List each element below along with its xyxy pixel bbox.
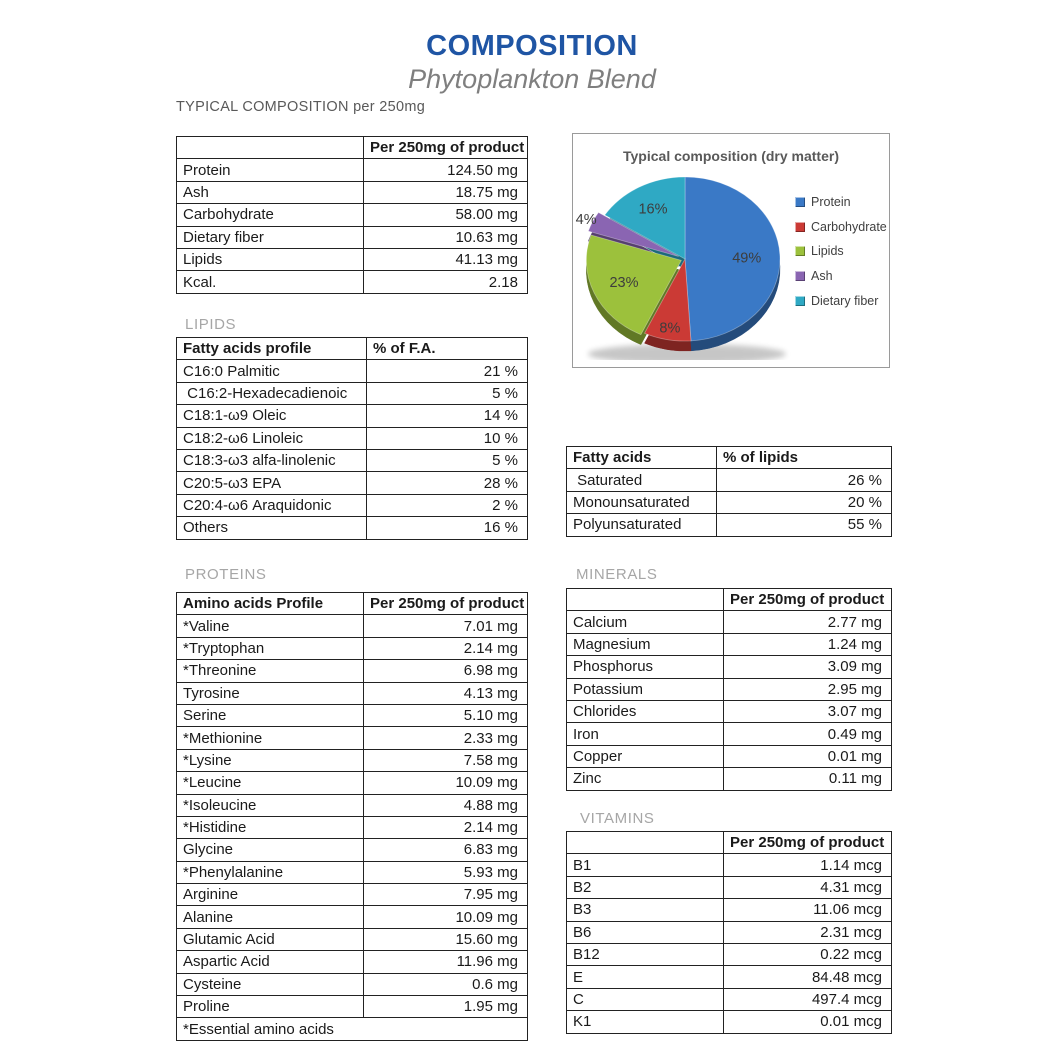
legend-item-Carbohydrate (795, 215, 887, 240)
table-row (567, 633, 892, 655)
legend-item-Ash (795, 264, 887, 289)
row-label: Polyunsaturated (567, 514, 717, 536)
row-value: 21 % (367, 360, 528, 382)
row-label: Zinc (567, 768, 724, 790)
row-value: 16 % (367, 517, 528, 539)
typical-composition-label: TYPICAL COMPOSITION per 250mg (176, 99, 426, 115)
row-value: 3.09 mg (724, 656, 892, 678)
table-row (567, 745, 892, 767)
row-value: 3.07 mg (724, 700, 892, 722)
row-value: 4.88 mg (364, 794, 528, 816)
header-row (177, 593, 528, 615)
row-label: C18:3-ω3 alfa-linolenic (177, 449, 367, 471)
footer-note: *Essential amino acids (177, 1018, 528, 1040)
header-row (177, 137, 528, 159)
table-row (177, 517, 528, 539)
table-row (177, 906, 528, 928)
column-header-value: Per 250mg of product (724, 832, 892, 854)
row-label: Others (177, 517, 367, 539)
row-value: 14 % (367, 405, 528, 427)
table-row (567, 656, 892, 678)
row-label: B1 (567, 854, 724, 876)
row-label: Carbohydrate (177, 204, 364, 226)
legend-label: Dietary fiber (811, 293, 879, 308)
pie-label-Carbohydrate: 8% (659, 320, 681, 337)
row-value: 2.77 mg (724, 611, 892, 633)
row-label: Arginine (177, 884, 364, 906)
table-row (567, 469, 892, 491)
section-label-minerals: MINERALS (576, 566, 658, 583)
table-row (177, 816, 528, 838)
table-row (567, 921, 892, 943)
row-label: B12 (567, 943, 724, 965)
legend-swatch-icon (795, 222, 805, 232)
header-row (567, 589, 892, 611)
table-row (567, 966, 892, 988)
row-label: Aspartic Acid (177, 951, 364, 973)
row-label: Tyrosine (177, 682, 364, 704)
table-row (567, 876, 892, 898)
table-row (177, 494, 528, 516)
table-row (177, 204, 528, 226)
page-subtitle: Phytoplankton Blend (408, 64, 656, 94)
table-row (567, 854, 892, 876)
pie-label-Dietary fiber: 16% (638, 201, 668, 218)
row-value: 2.31 mcg (724, 921, 892, 943)
row-label: C20:4-ω6 Araquidonic (177, 494, 367, 516)
proteins-table (176, 592, 528, 1041)
chart-title: Typical composition (dry matter) (623, 148, 839, 164)
row-label: B2 (567, 876, 724, 898)
page-title: COMPOSITION (426, 30, 638, 62)
row-label: Magnesium (567, 633, 724, 655)
table-row (177, 749, 528, 771)
row-value: 0.01 mcg (724, 1011, 892, 1033)
table-row (567, 943, 892, 965)
table-row (177, 861, 528, 883)
table-row (177, 660, 528, 682)
table-row (177, 226, 528, 248)
column-header-label (567, 832, 724, 854)
row-label: Alanine (177, 906, 364, 928)
table-row (567, 1011, 892, 1033)
row-label: C16:2-Hexadecadienoic (177, 382, 367, 404)
row-label: C18:2-ω6 Linoleic (177, 427, 367, 449)
row-value: 4.13 mg (364, 682, 528, 704)
legend-label: Protein (811, 195, 851, 210)
row-label: *Valine (177, 615, 364, 637)
column-header-value: Per 250mg of product (364, 593, 528, 615)
table-row (567, 700, 892, 722)
row-value: 1.24 mg (724, 633, 892, 655)
table-row (177, 794, 528, 816)
legend-item-Dietary fiber (795, 288, 887, 313)
row-value: 4.31 mcg (724, 876, 892, 898)
row-label: Lipids (177, 248, 364, 270)
row-label: *Histidine (177, 816, 364, 838)
legend-swatch-icon (795, 296, 805, 306)
section-label-vitamins: VITAMINS (580, 810, 655, 827)
row-label: Kcal. (177, 271, 364, 293)
legend-swatch-icon (795, 246, 805, 256)
row-value: 0.49 mg (724, 723, 892, 745)
row-label: C16:0 Palmitic (177, 360, 367, 382)
row-value: 10.09 mg (364, 772, 528, 794)
table-row (177, 704, 528, 726)
table-row (177, 682, 528, 704)
column-header-label: Fatty acids profile (177, 338, 367, 360)
row-value: 124.50 mg (364, 159, 528, 181)
table-row (177, 382, 528, 404)
row-value: 10.09 mg (364, 906, 528, 928)
row-label: C20:5-ω3 EPA (177, 472, 367, 494)
table-row (177, 159, 528, 181)
row-value: 84.48 mcg (724, 966, 892, 988)
table-row (567, 768, 892, 790)
table-row (177, 727, 528, 749)
row-value: 26 % (717, 469, 892, 491)
chart-legend (795, 190, 887, 313)
row-label: Serine (177, 704, 364, 726)
column-header-value: % of lipids (717, 447, 892, 469)
row-label: Glutamic Acid (177, 928, 364, 950)
row-value: 497.4 mcg (724, 988, 892, 1010)
column-header-label: Amino acids Profile (177, 593, 364, 615)
row-label: *Tryptophan (177, 637, 364, 659)
table-row (177, 615, 528, 637)
column-header-label (177, 137, 364, 159)
table-row (177, 772, 528, 794)
row-label: Proline (177, 996, 364, 1018)
table-row (177, 405, 528, 427)
row-label: K1 (567, 1011, 724, 1033)
row-value: 1.95 mg (364, 996, 528, 1018)
row-value: 7.01 mg (364, 615, 528, 637)
table-row (177, 427, 528, 449)
row-label: Iron (567, 723, 724, 745)
table-row (567, 611, 892, 633)
pie-label-Lipids: 23% (609, 274, 639, 291)
row-label: *Isoleucine (177, 794, 364, 816)
row-value: 11.06 mcg (724, 899, 892, 921)
row-value: 5.10 mg (364, 704, 528, 726)
row-label: Protein (177, 159, 364, 181)
table-row (177, 472, 528, 494)
pie-label-Ash: 4% (575, 211, 597, 228)
table-row (177, 248, 528, 270)
row-value: 10.63 mg (364, 226, 528, 248)
row-label: Saturated (567, 469, 717, 491)
row-value: 0.6 mg (364, 973, 528, 995)
row-value: 2.95 mg (724, 678, 892, 700)
row-value: 58.00 mg (364, 204, 528, 226)
row-value: 20 % (717, 491, 892, 513)
row-label: *Leucine (177, 772, 364, 794)
row-label: *Lysine (177, 749, 364, 771)
column-header-value: Per 250mg of product (364, 137, 528, 159)
row-value: 5 % (367, 382, 528, 404)
vitamins-table (566, 831, 892, 1034)
legend-swatch-icon (795, 197, 805, 207)
row-label: Ash (177, 181, 364, 203)
section-label-proteins: PROTEINS (185, 566, 267, 583)
row-label: Chlorides (567, 700, 724, 722)
row-value: 0.01 mg (724, 745, 892, 767)
pie-label-Protein: 49% (732, 250, 762, 267)
row-value: 0.22 mcg (724, 943, 892, 965)
lipids-table (176, 337, 528, 540)
row-label: Glycine (177, 839, 364, 861)
row-value: 2.33 mg (364, 727, 528, 749)
table-row (177, 996, 528, 1018)
row-label: *Phenylalanine (177, 861, 364, 883)
row-label: Copper (567, 745, 724, 767)
section-label-lipids: LIPIDS (185, 316, 237, 333)
row-label: C18:1-ω9 Oleic (177, 405, 367, 427)
table-row (177, 637, 528, 659)
row-value: 18.75 mg (364, 181, 528, 203)
row-value: 2.14 mg (364, 816, 528, 838)
row-label: Dietary fiber (177, 226, 364, 248)
table-row (567, 514, 892, 536)
row-label: B6 (567, 921, 724, 943)
legend-label: Ash (811, 269, 833, 284)
legend-item-Lipids (795, 239, 887, 264)
row-value: 11.96 mg (364, 951, 528, 973)
table-row (177, 360, 528, 382)
column-header-label (567, 589, 724, 611)
row-value: 6.98 mg (364, 660, 528, 682)
column-header-value: Per 250mg of product (724, 589, 892, 611)
row-value: 28 % (367, 472, 528, 494)
row-label: C (567, 988, 724, 1010)
row-value: 10 % (367, 427, 528, 449)
table-row (177, 181, 528, 203)
table-row (567, 678, 892, 700)
legend-swatch-icon (795, 271, 805, 281)
row-value: 41.13 mg (364, 248, 528, 270)
row-value: 7.95 mg (364, 884, 528, 906)
table-row (177, 271, 528, 293)
header-row (567, 447, 892, 469)
row-label: Cysteine (177, 973, 364, 995)
row-value: 5.93 mg (364, 861, 528, 883)
row-value: 2.14 mg (364, 637, 528, 659)
row-label: *Methionine (177, 727, 364, 749)
table-row (177, 449, 528, 471)
table-row (567, 491, 892, 513)
row-value: 2 % (367, 494, 528, 516)
column-header-value: % of F.A. (367, 338, 528, 360)
header-row (177, 338, 528, 360)
row-value: 1.14 mcg (724, 854, 892, 876)
row-value: 5 % (367, 449, 528, 471)
row-label: Potassium (567, 678, 724, 700)
table-row (177, 884, 528, 906)
legend-item-Protein (795, 190, 887, 215)
table-row (567, 723, 892, 745)
minerals-table (566, 588, 892, 791)
column-header-label: Fatty acids (567, 447, 717, 469)
row-value: 0.11 mg (724, 768, 892, 790)
legend-label: Carbohydrate (811, 219, 887, 234)
header-row (567, 832, 892, 854)
footer-row (177, 1018, 528, 1040)
composition-table (176, 136, 528, 294)
legend-label: Lipids (811, 244, 844, 259)
table-row (177, 928, 528, 950)
row-label: *Threonine (177, 660, 364, 682)
row-label: E (567, 966, 724, 988)
row-label: Monounsaturated (567, 491, 717, 513)
table-row (567, 988, 892, 1010)
row-value: 55 % (717, 514, 892, 536)
row-value: 15.60 mg (364, 928, 528, 950)
table-row (567, 899, 892, 921)
row-value: 6.83 mg (364, 839, 528, 861)
table-row (177, 951, 528, 973)
row-label: B3 (567, 899, 724, 921)
row-label: Phosphorus (567, 656, 724, 678)
row-value: 2.18 (364, 271, 528, 293)
pie-chart-panel (572, 133, 890, 368)
table-row (177, 973, 528, 995)
table-row (177, 839, 528, 861)
row-label: Calcium (567, 611, 724, 633)
fatty-acids-table (566, 446, 892, 537)
row-value: 7.58 mg (364, 749, 528, 771)
